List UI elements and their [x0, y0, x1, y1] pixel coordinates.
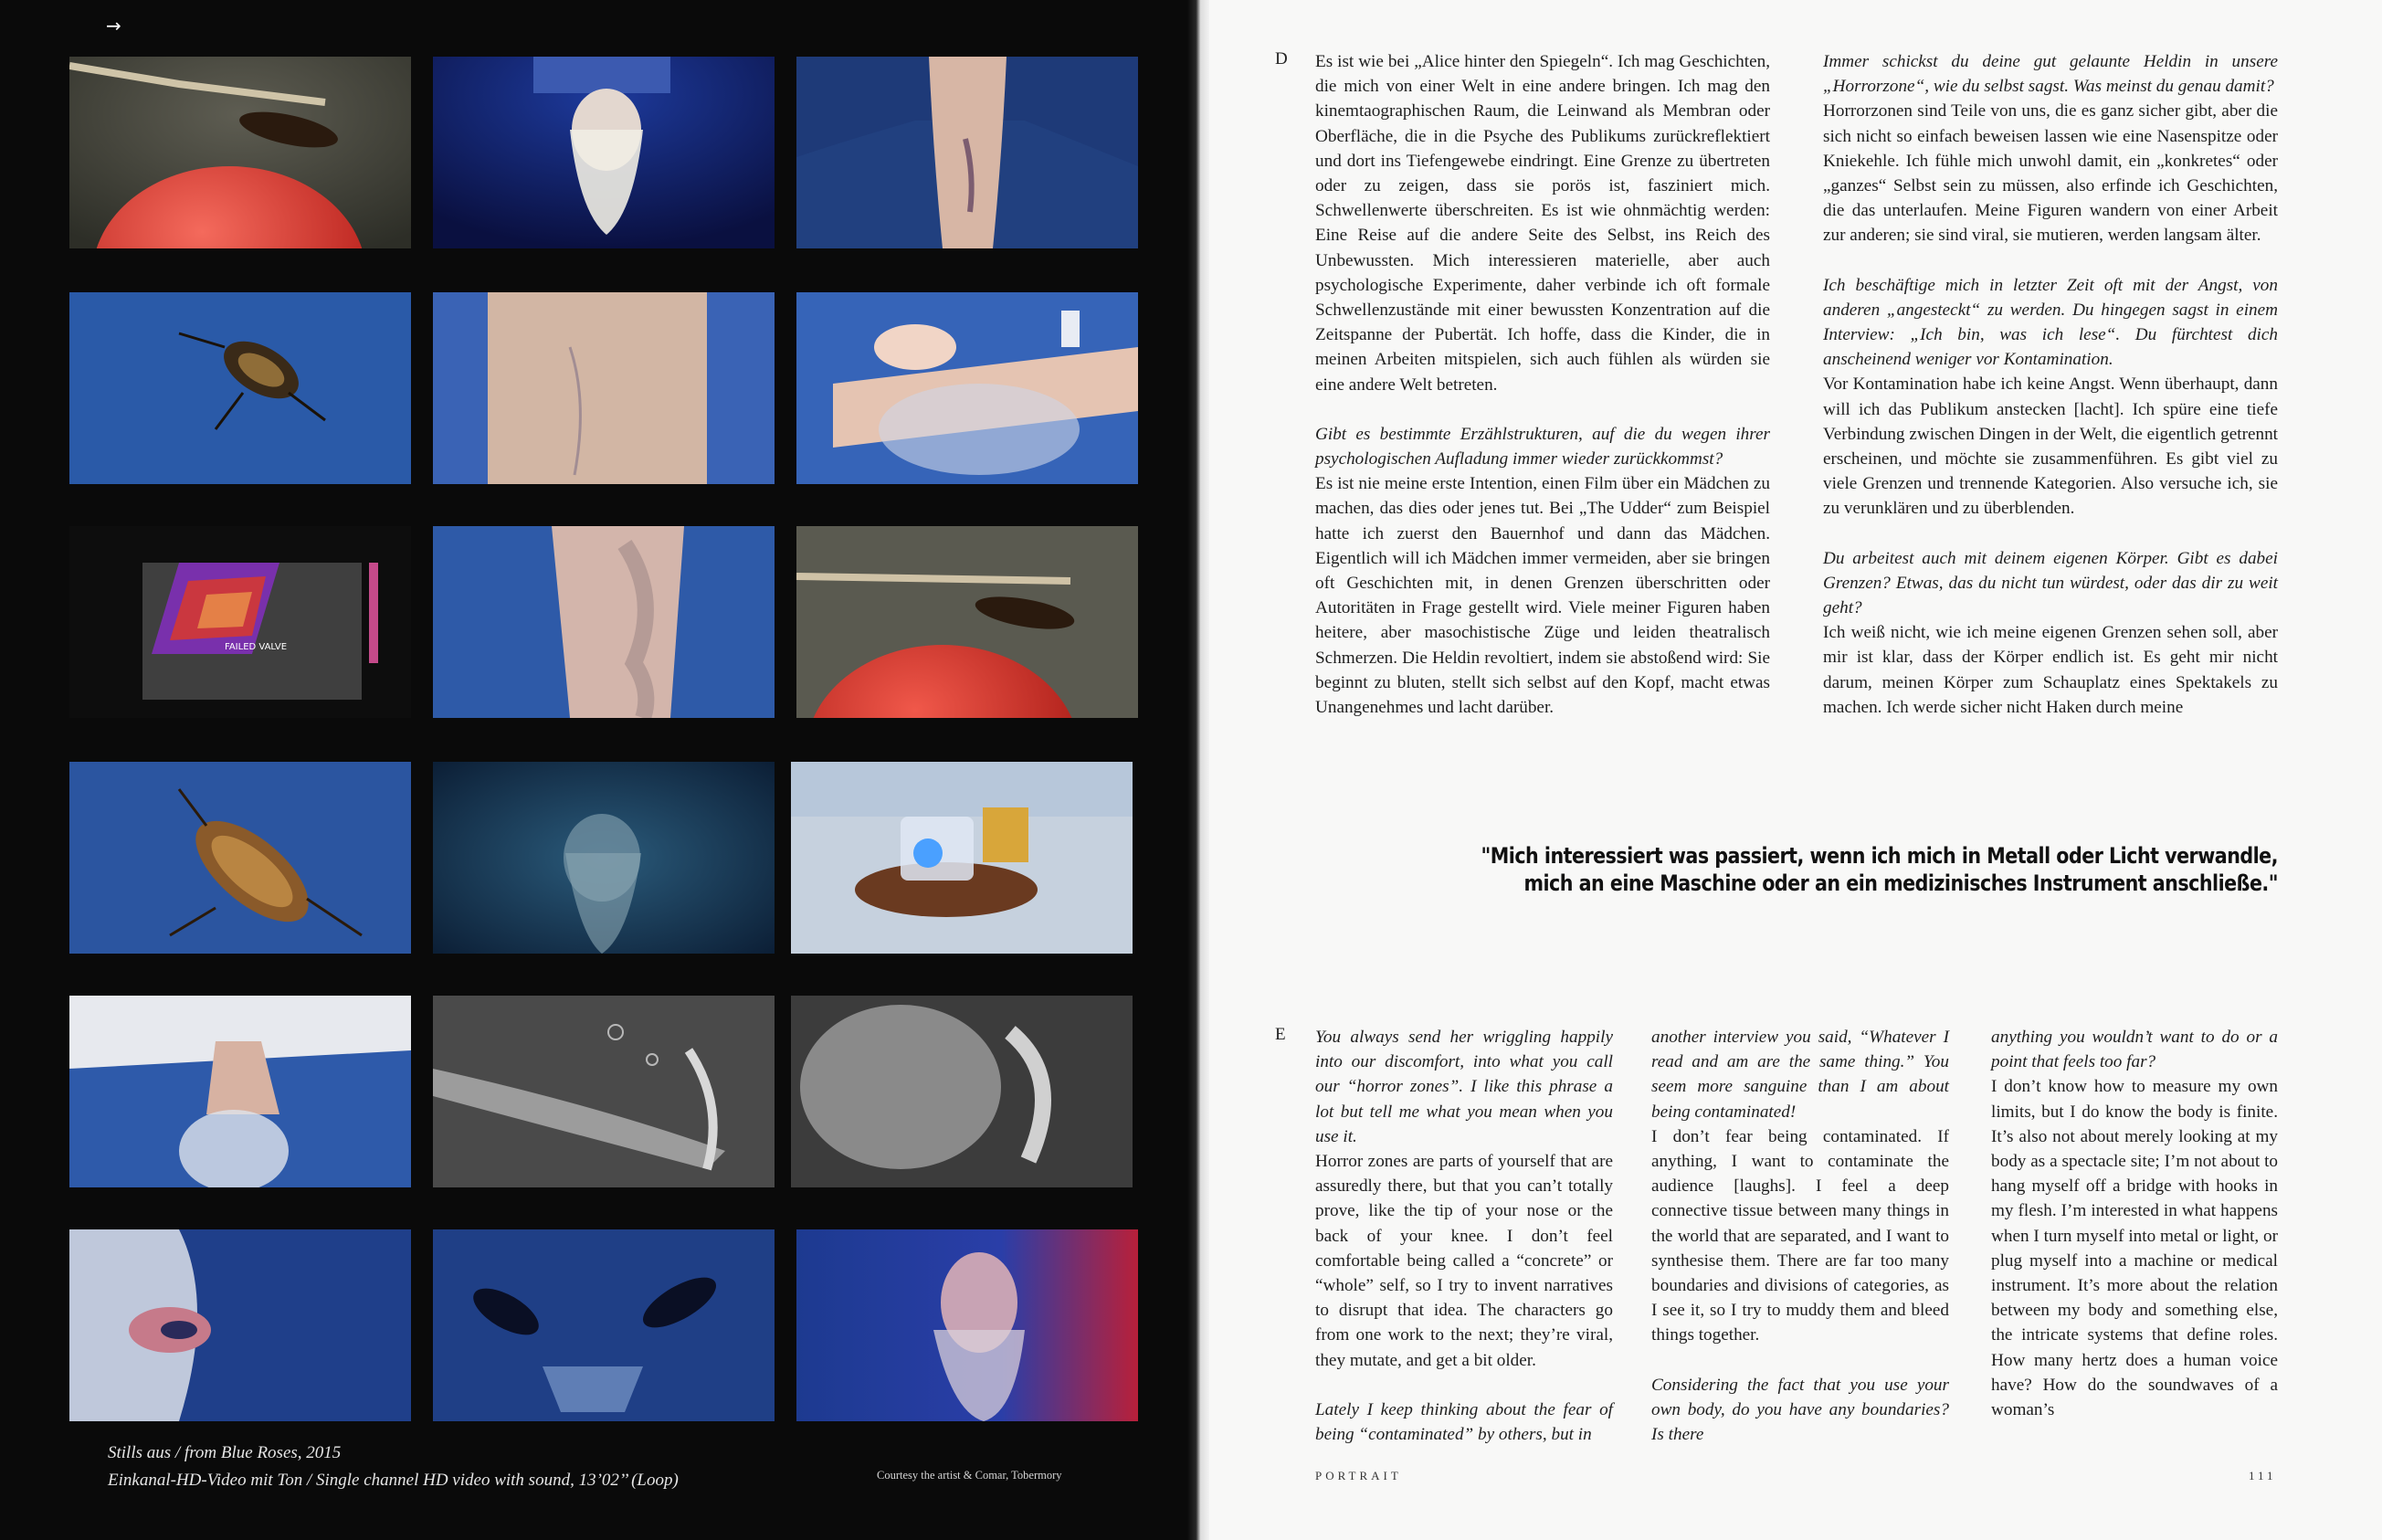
interview-answer: Horror zones are parts of yourself that are assuredly there, but that you can’t totally prove, like the tip of your nose or the back of your knee. I don’t feel comfortable being called a “concrete” or “whole” self, so I try to invent narratives to disrupt that idea. The characters go from one work to the next; they’re viral, they mutate, and get a bit older. — [1315, 1152, 1613, 1370]
pull-quote-line-2: mich an eine Maschine oder an ein medizinisches Instrument anschließe." — [1523, 870, 2278, 896]
still-cyborg-cockroach — [791, 762, 1133, 954]
interview-answer: Horrorzonen sind Teile von uns, die es ganz sicher gibt, aber die sich nicht so einfach beweisen lassen wie eine Nasenspitze oder Kniekehle. Ich fühle mich unwohl damit, ein „konkretes“ oder „ganzes“ Selbst sein zu müssen, also erfinde ich Geschichten, die das unterlaufen. Meine Figuren wandern von einer Arbeit zur anderen; sie sind viral, sie mutieren, werden langsam älter. — [1823, 101, 2278, 246]
interview-question: Lately I keep thinking about the fear of being “contaminated” by others, but in — [1315, 1399, 1613, 1445]
german-column-2 — [1823, 49, 2278, 720]
interview-question: You always send her wriggling happily into our discomfort, into what you call our “horror zones”. I like this phrase a lot but tell me what you mean when you use it. — [1315, 1028, 1613, 1146]
interview-question: another interview you said, “Whatever I read and am are the same thing.” You seem more sanguine than I am about being contaminated! — [1651, 1028, 1949, 1122]
footer-section-name: PORTRAIT — [1315, 1469, 1402, 1482]
interview-answer: I don’t fear being contaminated. If anything, I want to contaminate the audience [laughs]. I feel a deep connective tissue between many things in the world that are separated, and I want to synthesise them. There are far too many boundaries and divisions of categories, as I see it, so I try to muddy them and bleed things together. — [1651, 1126, 1949, 1345]
english-column-2 — [1651, 1025, 1949, 1447]
interview-question: Considering the fact that you use your own body, do you have any boundaries? Is there — [1651, 1375, 1949, 1445]
right-page-text — [1209, 0, 2382, 1540]
still-sem-leg — [433, 996, 775, 1187]
english-section-letter: E — [1275, 1025, 1286, 1044]
still-red-blue-face — [796, 1229, 1138, 1421]
still-faded-face — [433, 762, 775, 954]
still-varicose-leg — [433, 526, 775, 718]
still-ultrasound-screen — [69, 526, 411, 718]
still-upside-down-face — [433, 57, 775, 248]
caption-medium: Einkanal-HD-Video mit Ton / Single channel HD video with sound, 13’02’’ (Loop) — [108, 1471, 679, 1490]
page-gutter — [1187, 0, 1209, 1540]
still-cockroach-red-ball — [69, 57, 411, 248]
german-section-letter: D — [1275, 49, 1288, 69]
arrow-right-icon[interactable]: → — [106, 15, 121, 37]
still-cockroach-red-ball-2 — [796, 526, 1138, 718]
still-cockroach-blue — [69, 292, 411, 484]
caption-credit: Courtesy the artist & Comar, Tobermory — [877, 1469, 1062, 1482]
interview-answer: Vor Kontamination habe ich keine Angst. Wenn überhaupt, dann will ich das Publikum anstecken [lacht]. Ich spüre eine tiefe Verbindung zwischen Dingen in der Welt, die eigentlich getrennt erscheinen, und möchte sie zusammenführen. Es gibt viel zu viele Grenzen und trennende Kategorien. Also versuche ich, sie zu verunklären und zu überblenden. — [1823, 374, 2278, 519]
interview-answer: Es ist wie bei „Alice hinter den Spiegeln“. Ich mag Geschichten, die mich von einer Welt in eine andere bringen. Ich mag den kinemtaographischen Raum, die Leinwand als Membran oder Oberfläche, die in die Psyche des Publikums zurückreflektiert und dort ins Tiefengewebe eindringt. Eine Grenze zu übertreten oder zu zeigen, dass sie porös ist, fasziniert mich. Schwellenwerte überschreiten. Es ist wie ohnmächtig werden: Eine Reise auf die andere Seite des Selbst, ins Reich des Unbewussten. Mich interessieren materielle, aber auch psychologische Experimente, daher verbinde ich oft formale Schwellenzustände mit einer bewussten Konzentration auf die Zeitspanne der Pubertät. Ich hoffe, dass die Kinder, die in meinen Arbeiten mitspielen, sich auch fühlen als würden sie eine andere Welt betreten. — [1315, 52, 1770, 395]
still-tongue — [69, 1229, 411, 1421]
english-column-1 — [1315, 1025, 1613, 1447]
still-veined-leg — [796, 57, 1138, 248]
still-skin-closeup — [433, 292, 775, 484]
german-column-1 — [1315, 49, 1770, 720]
pull-quote-line-1: "Mich interessiert was passiert, wenn ich mich in Metall oder Licht verwandle, — [1481, 843, 2278, 869]
interview-question: anything you wouldn’t want to do or a point that feels too far? — [1991, 1028, 2278, 1072]
interview-question: Immer schickst du deine gut gelaunte Heldin in unsere „Horrorzone“, wie du selbst sagst. Was meinst du genau damit? — [1823, 52, 2278, 97]
interview-question: Ich beschäftige mich in letzter Zeit oft mit der Angst, von anderen „angesteckt“ zu werden. Du hingegen sagst in einem Interview: „Ich bin, was ich lese“. Du fürchtest dich anscheinend weniger vor Kontamination. — [1823, 275, 2278, 370]
interview-question: Gibt es bestimmte Erzählstrukturen, auf die du wegen ihrer psychologischen Aufladung immer wieder zurückkommst? — [1315, 424, 1770, 469]
pull-quote — [1359, 842, 2278, 897]
interview-answer: Ich weiß nicht, wie ich meine eigenen Grenzen sehen soll, aber mir ist klar, dass der Körper endlich ist. Es geht mir nicht darum, meinen Körper zum Schauplatz eines Spektakels zu machen. Ich werde sicher nicht Haken durch meine — [1823, 623, 2278, 717]
ultrasound-label: FAILED VALVE — [225, 642, 288, 652]
interview-answer: I don’t know how to measure my own limits, but I do know the body is finite. It’s also not about merely looking at my body as a spectacle site; I’m not about to hang myself off a bridge with hooks in my flesh. I’m interested in what happens when I turn myself into metal or light, or plug myself into a machine or medical instrument. It’s more about the relation between my body and something else, the intricate systems that define roles. How many hertz does a human voice have? How do the soundwaves of a woman’s — [1991, 1077, 2278, 1420]
still-dark-liquid — [433, 1229, 775, 1421]
english-column-3 — [1991, 1025, 2278, 1422]
caption-title: Stills aus / from Blue Roses, 2015 — [108, 1443, 342, 1462]
still-sem-head — [791, 996, 1133, 1187]
still-arm-glove — [69, 996, 411, 1187]
interview-answer: Es ist nie meine erste Intention, einen Film über ein Mädchen zu machen, das dies oder jenes tut. Bei „The Udder“ zum Beispiel hatte ich zuerst den Bauernhof und dann das Mädchen. Eigentlich will ich Mädchen immer vermeiden, aber sie bringen oft Geschichten mit, in denen Grenzen überschritten oder Autoritäten in Frage gestellt wird. Viele meiner Figuren haben heitere, aber masochistische Züge und leiden theatralisch Schmerzen. Die Heldin revoltiert, indem sie abstoßend wird: Sie beginnt zu bluten, stellt sich selbst auf den Kopf, macht etwas Unangenehmes und lacht darüber. — [1315, 474, 1770, 718]
image-caption — [108, 1440, 838, 1494]
interview-question: Du arbeitest auch mit deinem eigenen Körper. Gibt es dabei Grenzen? Etwas, das du nicht tun würdest, oder das dir zu weit geht? — [1823, 548, 2278, 618]
still-cockroach-belly — [69, 762, 411, 954]
page-number: 111 — [2249, 1469, 2277, 1482]
still-ultrasound-hands — [796, 292, 1138, 484]
